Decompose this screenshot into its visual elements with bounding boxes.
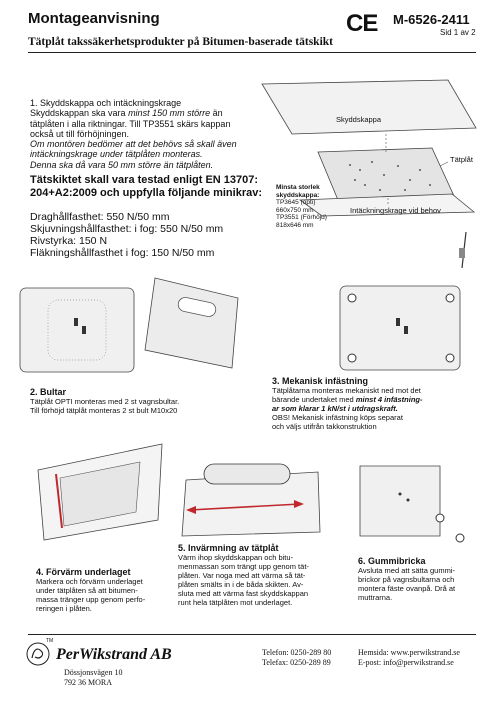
step1-italic1: Om montören bedömer att det behövs så skall även: [30, 139, 237, 150]
label-intackningskrage: Intäckningskrage vid behov: [350, 206, 441, 215]
label-tatplat: Tätplåt: [450, 155, 473, 164]
requirement-item: Draghållfasthet: 550 N/50 mm: [30, 211, 170, 223]
label-skyddskappa: Skyddskappa: [336, 115, 382, 124]
footer-divider: [28, 634, 476, 635]
page-title: Montageanvisning: [28, 10, 160, 27]
step1-italic3: Denna ska då vara 50 mm större än tätplåten.: [30, 159, 214, 170]
step2-text: 2. Bultar Tätplåt OPTI monteras med 2 st vagnsbultar. Till förhöjd tätplåt monteras 2 st bult M10x20: [30, 387, 180, 415]
company-name: PerWikstrand AB: [56, 646, 172, 663]
requirements-heading: Tätskiktet skall vara testad enligt EN 13707: 204+A2:2009 och uppfylla följande minikrav:: [30, 174, 262, 199]
website-link[interactable]: Hemsida: www.perwikstrand.se: [358, 648, 460, 657]
contact-phone: Telefon: 0250-289 80 Telefax: 0250-289 89: [262, 648, 332, 667]
step1-line3: också ut till förhöjningen.: [30, 128, 130, 139]
company-logo-icon: [26, 642, 50, 666]
step6-text: 6. Gummibricka Avsluta med att sätta gummi- brickor på vagnsbultarna och montera fäste ovanpå. Drå at muttrarna.: [358, 556, 456, 602]
page-number: Sid 1 av 2: [440, 28, 476, 37]
company-address: Dössjonsvägen 10 792 36 MORA: [64, 668, 123, 687]
requirement-item: Fläkningshållfasthet i fog: 150 N/50 mm: [30, 247, 215, 259]
document-number: M-6526-2411: [393, 12, 470, 27]
step1-line2: tätplåten i alla riktningar. Till TP3551 skärs kappan: [30, 118, 231, 129]
ce-mark-icon: CE: [346, 10, 378, 37]
step1-line1: Skyddskappan ska vara minst 150 mm större än: [30, 108, 223, 119]
contact-web: [358, 648, 460, 668]
step1-heading: 1. Skyddskappa och intäckningskrage: [30, 98, 182, 108]
step1-italic2: intäckningskrage under tätplåten monteras.: [30, 149, 203, 160]
step3-text: 3. Mekanisk infästning Tätplåtarna monteras mekaniskt ned mot det bärande undertaket med minst 4 infästning- ar som klarar 1 kN/st i utdragskraft. OBS! Mekanisk infästning köps separat och väljs utifrån takkonstruktion: [272, 376, 423, 431]
min-size-box: Minsta storlek skyddskappa: TP3645 (opti) 660x750 mm TP3551 (Förhöjd) 818x646 mm: [276, 184, 327, 229]
step4-text: 4. Förvärm underlaget Markera och förvärm underlaget under tätplåten så att bitumen- massa tränger upp genom perfo- reringen i plåten.: [36, 567, 146, 613]
trademark: TM: [46, 638, 54, 644]
requirement-item: Rivstyrka: 150 N: [30, 235, 108, 247]
email-link[interactable]: E-post: info@perwikstrand.se: [358, 658, 454, 667]
step5-text: 5. Invärmning av tätplåt Värm ihop skyddskappan och bitu- menmassan som trängt upp genom tät- plåten. Var noga med att värma så tät- plåten smälts in i de båda skikten. Av- sluta med att värma fast skyddskappan runt hela tätplåten mot underlaget.: [178, 543, 309, 607]
page-subtitle: Tätplåt takssäkerhetsprodukter på Bitumen-baserade tätskikt: [28, 36, 333, 48]
requirement-item: Skjuvningshållfasthet: i fog: 550 N/50 mm: [30, 223, 224, 235]
